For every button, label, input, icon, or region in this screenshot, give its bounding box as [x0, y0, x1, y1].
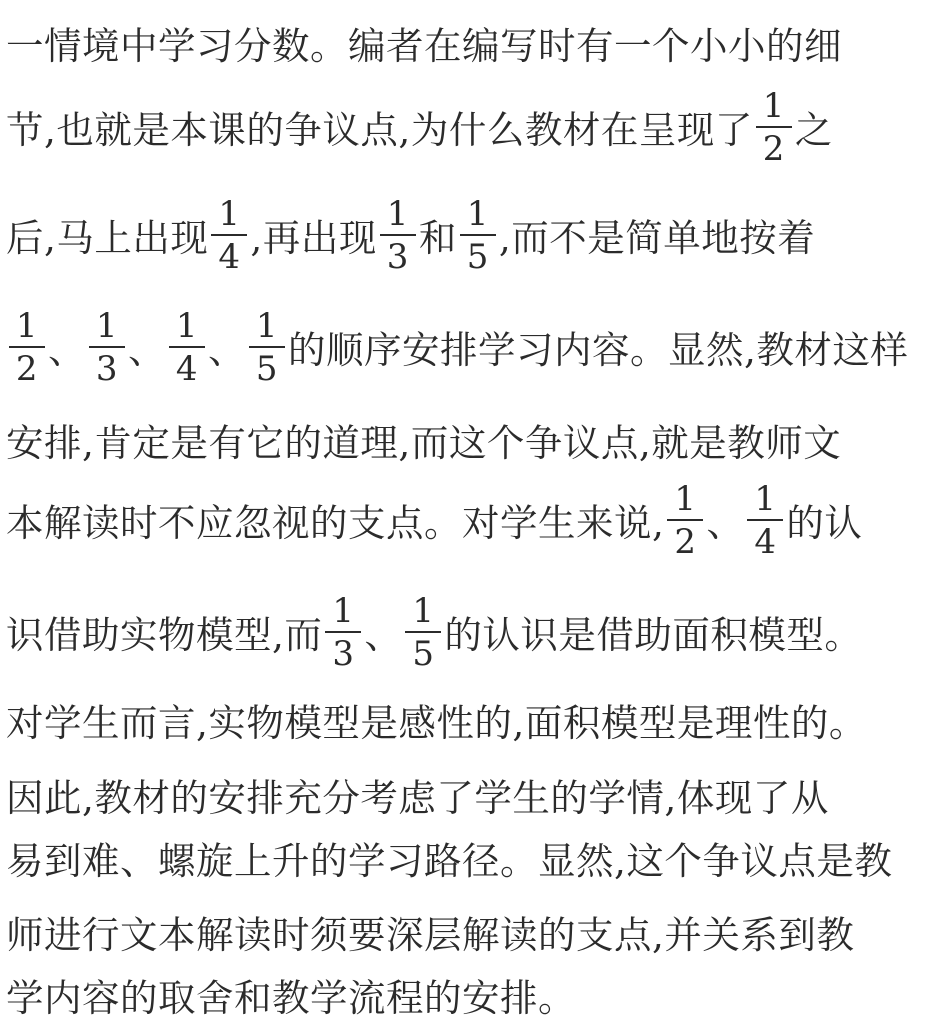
text-segment: 一情境中学习分数。编者在编写时有一个小小的细: [6, 24, 842, 68]
fraction-denominator: 3: [332, 633, 355, 674]
fraction: [325, 590, 361, 674]
text-segment: 安排,肯定是有它的道理,而这个争议点,就是教师文: [6, 421, 842, 465]
text-segment: 、: [208, 328, 246, 372]
text-line: [6, 897, 924, 967]
fraction: [89, 305, 125, 389]
fraction: [747, 478, 783, 562]
text-segment: 因此,教材的安排充分考虑了学生的学情,体现了从: [6, 776, 829, 820]
text-segment: ,再出现: [250, 216, 377, 260]
fraction-numerator: 1: [412, 590, 435, 631]
fraction-denominator: 2: [762, 128, 785, 169]
fraction-numerator: 1: [255, 305, 279, 346]
fraction-numerator: 1: [754, 478, 777, 519]
fraction: [460, 193, 496, 277]
text-segment: 的顺序安排学习内容。显然,教材这样: [288, 328, 909, 372]
text-segment: 之: [794, 108, 833, 152]
text-segment: ,而不是简单地按着: [498, 216, 816, 260]
fraction-denominator: 2: [674, 521, 697, 562]
text-line: [6, 760, 924, 830]
fraction-numerator: 1: [466, 193, 489, 234]
fraction-denominator: 5: [466, 236, 489, 277]
text-segment: 后,马上出现: [6, 216, 209, 260]
text-segment: 易到难、螺旋上升的学习路径。显然,这个争议点是教: [6, 839, 893, 883]
fraction-numerator: 1: [175, 305, 199, 346]
fraction: [405, 590, 441, 674]
text-line: [6, 8, 924, 78]
text-line: [6, 85, 924, 169]
fraction-numerator: 1: [762, 85, 785, 126]
fraction-denominator: 5: [255, 348, 279, 389]
text-line: [6, 405, 924, 475]
fraction: [756, 85, 792, 169]
text-segment: 学内容的取舍和教学流程的安排。: [6, 976, 576, 1020]
text-line: [6, 590, 924, 674]
fraction: [211, 193, 247, 277]
text-line: [6, 823, 924, 893]
text-segment: 、: [364, 613, 403, 657]
text-segment: 对学生而言,实物模型是感性的,面积模型是理性的。: [6, 701, 867, 745]
fraction-denominator: 4: [175, 348, 199, 389]
text-line: [6, 305, 924, 389]
fraction-numerator: 1: [15, 305, 39, 346]
fraction: [169, 305, 205, 389]
text-segment: 节,也就是本课的争议点,为什么教材在呈现了: [6, 108, 753, 152]
text-segment: 、: [128, 328, 166, 372]
fraction-denominator: 2: [15, 348, 39, 389]
fraction: [9, 305, 45, 389]
fraction-numerator: 1: [95, 305, 119, 346]
text-line: [6, 960, 924, 1030]
text-line: [6, 478, 924, 562]
fraction: [667, 478, 703, 562]
fraction-numerator: 1: [332, 590, 355, 631]
fraction-numerator: 1: [386, 193, 409, 234]
fraction-denominator: 3: [95, 348, 119, 389]
fraction-numerator: 1: [218, 193, 241, 234]
text-segment: 、: [706, 501, 745, 545]
fraction: [249, 305, 285, 389]
text-line: [6, 193, 924, 277]
fraction-denominator: 4: [218, 236, 241, 277]
fraction-numerator: 1: [674, 478, 697, 519]
fraction-denominator: 5: [412, 633, 435, 674]
text-segment: 的认: [786, 501, 863, 545]
text-line: [6, 685, 924, 755]
text-segment: 的认识是借助面积模型。: [444, 613, 863, 657]
text-segment: 识借助实物模型,而: [6, 613, 323, 657]
text-segment: 、: [48, 328, 86, 372]
fraction-denominator: 4: [754, 521, 777, 562]
fraction-denominator: 3: [386, 236, 409, 277]
fraction: [380, 193, 416, 277]
text-segment: 师进行文本解读时须要深层解读的支点,并关系到教: [6, 913, 855, 957]
text-segment: 和: [418, 216, 457, 260]
text-segment: 本解读时不应忽视的支点。对学生来说,: [6, 501, 665, 545]
